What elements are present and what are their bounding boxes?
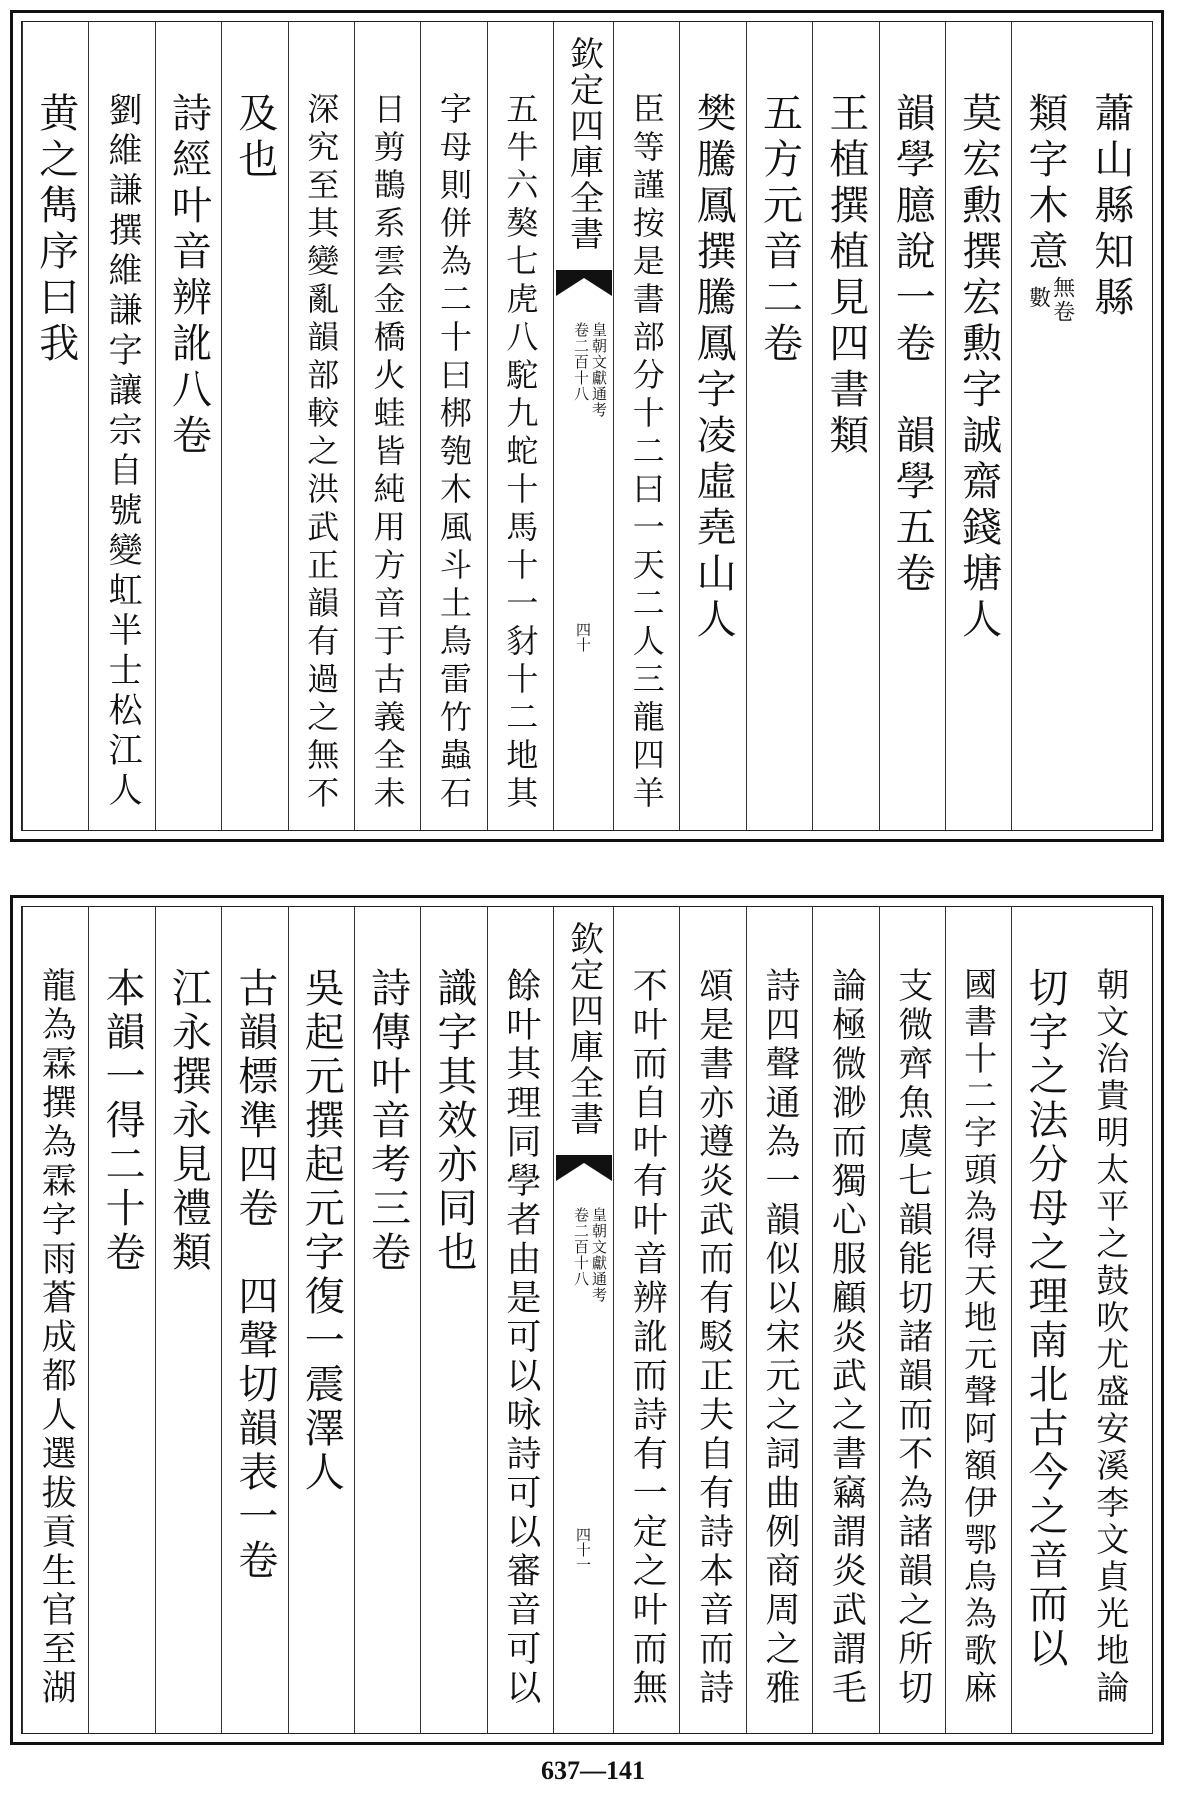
center-subtitle: 皇朝文獻通考 xyxy=(590,322,608,418)
text-column xyxy=(879,907,945,1733)
column-text: 深究至其變亂韻部較之洪武正韻有過之無不 xyxy=(302,92,341,814)
column-text: 樊騰鳳撰騰鳳字凌虛堯山人 xyxy=(690,92,737,644)
center-subtitle: 卷二百十八 xyxy=(572,322,590,402)
text-column xyxy=(487,22,553,830)
text-column xyxy=(1078,907,1144,1733)
column-text: 五牛六獒七虎八駝九蛇十馬十一豺十二地其 xyxy=(501,92,540,814)
bottom-page xyxy=(10,895,1164,1745)
column-text: 及也 xyxy=(231,92,278,184)
text-column xyxy=(746,22,812,830)
center-page-number: 四十一 xyxy=(574,1527,592,1572)
column-text: 字母則併為二十曰梆匏木風斗土鳥雷竹蟲石 xyxy=(434,92,473,814)
column-text: 劉維謙撰維謙字讓宗自號變虹半士松江人 xyxy=(102,92,143,812)
fishtail-mark xyxy=(556,270,612,296)
bottom-page-frame xyxy=(21,906,1153,1734)
text-column xyxy=(487,907,553,1733)
column-text: 切字之法分母之理南北古今之音而以 xyxy=(1021,967,1068,1671)
center-book-title: 欽定四庫全書 xyxy=(563,921,604,1137)
column-text: 詩經叶音辨訛八卷 xyxy=(165,92,212,460)
text-column xyxy=(879,22,945,830)
column-text: 本韻一得二十卷 xyxy=(99,967,146,1275)
text-column xyxy=(288,22,354,830)
text-column xyxy=(812,907,878,1733)
column-text: 不叶而自叶有叶音辨訛而詩有一定之叶而無 xyxy=(627,967,668,1708)
column-text: 支微齊魚虞七韻能切諸韻而不為諸韻之所切 xyxy=(892,967,933,1708)
column-text: 莫宏勲撰宏勲字誠齋錢塘人 xyxy=(955,92,1002,644)
column-text: 論極微渺而獨心服顧炎武之書竊謂炎武謂毛 xyxy=(826,967,867,1708)
column-text: 國書十二字頭為得天地元聲阿額伊鄂烏為歌麻 xyxy=(959,967,999,1707)
text-column xyxy=(288,907,354,1733)
center-book-title: 欽定四庫全書 xyxy=(563,36,604,252)
center-subtitle: 卷二百十八 xyxy=(572,1207,590,1287)
column-text: 吳起元撰起元字復一震澤人 xyxy=(298,967,345,1495)
center-fold-column xyxy=(553,22,613,830)
column-text: 詩四聲通為一韻似以宋元之詞曲例商周之雅 xyxy=(759,967,800,1708)
column-text: 識字其效亦同也 xyxy=(430,967,477,1275)
text-column xyxy=(22,907,88,1733)
column-text: 類字木意 xyxy=(1021,92,1068,276)
text-column xyxy=(354,22,420,830)
interlinear-note: 數 xyxy=(1025,286,1051,310)
column-text: 日剪鵲系雲金橋火蛙皆純用方音于古義全未 xyxy=(368,92,407,814)
center-page-number: 四十 xyxy=(574,622,592,652)
column-text: 蕭山縣知縣 xyxy=(1087,92,1134,322)
text-column xyxy=(155,22,221,830)
text-column xyxy=(746,907,812,1733)
column-text: 詩傳叶音考三卷 xyxy=(364,967,411,1275)
column-text: 臣等謹按是書部分十二曰一天二人三龍四羊 xyxy=(627,92,666,814)
text-column xyxy=(354,907,420,1733)
text-column xyxy=(945,22,1011,830)
text-column xyxy=(812,22,878,830)
text-column xyxy=(221,22,287,830)
text-column xyxy=(613,907,679,1733)
text-column xyxy=(1078,22,1144,830)
interlinear-note: 無卷 xyxy=(1049,276,1075,324)
column-text: 江永撰永見禮類 xyxy=(165,967,212,1275)
text-column xyxy=(1011,907,1077,1733)
page-footer-number: 637—141 xyxy=(541,1756,645,1785)
center-subtitle: 皇朝文獻通考 xyxy=(590,1207,608,1303)
text-column xyxy=(221,907,287,1733)
text-column xyxy=(1011,22,1077,830)
text-column xyxy=(613,22,679,830)
column-text: 餘叶其理同學者由是可以咏詩可以審音可以 xyxy=(500,967,541,1708)
column-text: 朝文治貴明太平之鼓吹尤盛安溪李文貞光地論 xyxy=(1091,967,1131,1707)
text-column xyxy=(88,907,154,1733)
top-page-frame xyxy=(21,21,1153,831)
column-text: 王植撰植見四書類 xyxy=(822,92,869,460)
column-text: 龍為霖撰為霖字雨蒼成都人選拔貢生官至湖 xyxy=(36,967,77,1708)
column-text: 頌是書亦遵炎武而有駁正夫自有詩本音而詩 xyxy=(693,967,734,1708)
fishtail-mark xyxy=(556,1155,612,1181)
text-column xyxy=(420,907,486,1733)
text-column xyxy=(88,22,154,830)
top-page xyxy=(10,10,1164,842)
column-text: 古韻標準四卷 四聲切韻表一卷 xyxy=(231,967,278,1583)
text-column xyxy=(420,22,486,830)
column-text: 韻學臆說一卷 韻學五卷 xyxy=(889,92,936,598)
column-text: 黄之雋序曰我 xyxy=(32,92,79,368)
text-column xyxy=(22,22,88,830)
column-text: 五方元音二卷 xyxy=(756,92,803,368)
text-column xyxy=(155,907,221,1733)
text-column xyxy=(945,907,1011,1733)
text-column xyxy=(679,907,745,1733)
text-column xyxy=(679,22,745,830)
center-fold-column xyxy=(553,907,613,1733)
